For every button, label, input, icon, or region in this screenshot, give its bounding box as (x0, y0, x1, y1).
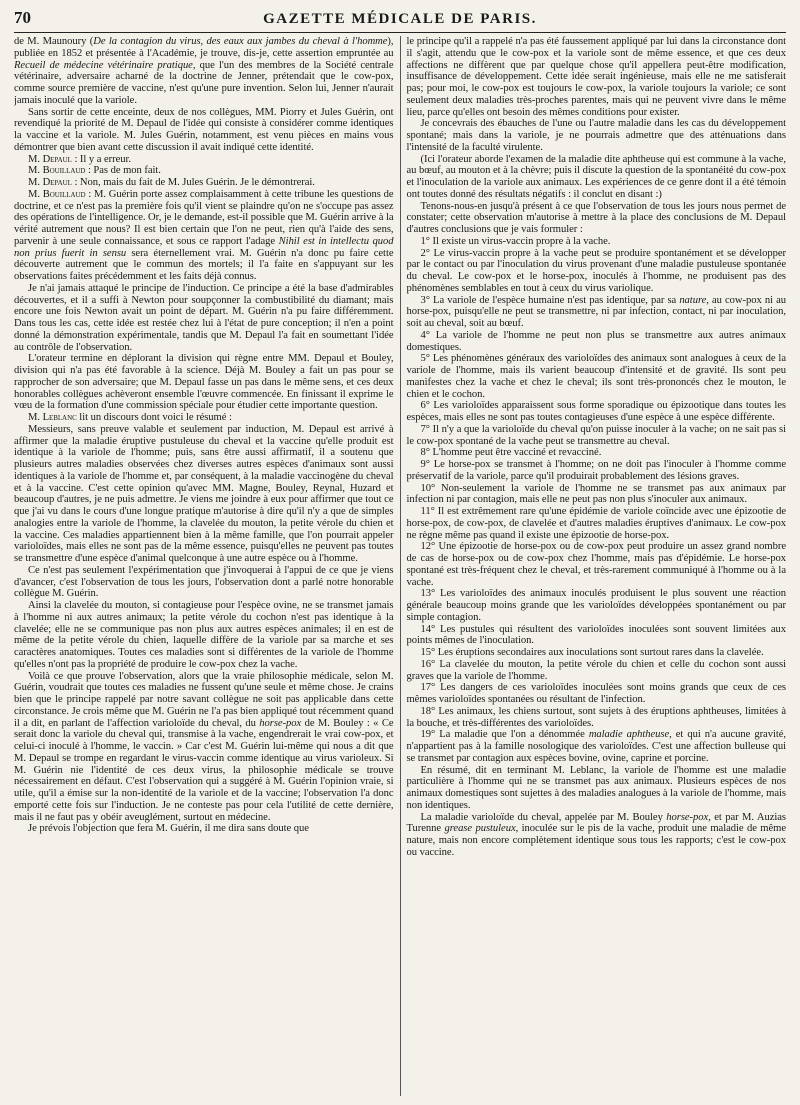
conclusion-item: 12° Une épizootie de horse-pox ou de cow-pox peut produire un assez grand nombre de cas de horse-pox ou de cow-pox chez l'homme, mais pas d'épidémie. Le horse-pox spontané est très-fréquent chez le cheval, et très-rarement communiqué à l'homme ou à la vache. (406, 541, 786, 588)
page-header (14, 8, 786, 33)
paragraph: Voilà ce que prouve l'observation, alors que la vraie philosophie médicale, selon M. Guérin, voudrait que toutes ces maladies ne fussent qu'une seule et même chose. Je crains bien que le principe rappelé par notre savant collègue ne soit pas applicable dans cette circonstance. Je crois même que M. Guérin ne l'a pas bien appliqué tout récemment quand il a dit, en parlant de l'affection varioloïde du cheval, du horse-pox de M. Bouley : « Ce serait donc la variole du cheval qui, transmise à la vache, engendrerait le vrai cow-pox, et celui-ci inoculé à l'homme, le vaccin. » Car c'est M. Guérin lui-même qui nous a dit que M. Depaul se trompe en regardant le virus-vaccin comme identique au virus varioleux. Si M. Guérin nie l'identité de ces deux virus, la philosophie médicale se trouve nécessairement en défaut. C'est l'observation qui a suggéré à M. Guérin l'opinion vraie, si utile, qu'il a émise sur la non-identité de la variole et de la vaccine; l'observation l'a donc emporté cette fois sur l'induction. Je ne conteste pas pour cela l'utilité de cette dernière, mais il ne faut pas y obéir aveuglément, surtout en médecine. (14, 670, 394, 823)
speaker-name: M. Bouillaud (28, 165, 86, 177)
speaker-name: M. Leblanc (28, 412, 77, 423)
paragraph: Ainsi la clavelée du mouton, si contagieuse pour l'espèce ovine, ne se transmet jamais à l'homme ni aux autres animaux; la petite vérole du cochon n'est pas identique à la clavelée; elle ne se communique pas non plus aux autres espèces animales; il en est de même de la petite vérole du chien, laquelle diffère de la variole par sa marche et ses caractères anatomiques. Toutes ces maladies sont si différentes de la variole de l'homme qu'elles n'ont pas la propriété de produire le cow-pox chez la vache. (14, 600, 394, 670)
conclusion-item: 15° Les éruptions secondaires aux inoculations sont surtout rares dans la clavelée. (420, 647, 764, 658)
paragraph: Je prévois l'objection que fera M. Guérin, il me dira sans doute que (28, 823, 309, 835)
conclusion-item: 7° Il n'y a que la varioloïde du cheval qu'on puisse inoculer à la vache; on ne sait pas si le cow-pox spontané de la vache peut se transmettre au cheval. (406, 423, 786, 447)
conclusion-item: 14° Les pustules qui résultent des varioloïdes inoculées sont souvent limitées aux points mêmes de l'inoculation. (406, 623, 786, 647)
paragraph: Messieurs, sans preuve valable et seulement par induction, M. Depaul est arrivé à affirmer que la maladie éruptive pustuleuse du cheval et la vaccine qu'elle produit est identique à la variole de l'homme; puis, sans être aussi affirmatif, il a soutenu que plusieurs autres maladies observées chez diverses autres espèces d'animaux sont aussi identiques à la variole de l'homme et, par conséquent, à la maladie vaccinogène du cheval et à la vaccine. C'est cette opinion qu'avec MM. Magne, Bouley, Reynal, Huzard et beaucoup d'autres, je ne puis admettre. Je viens me joindre à eux pour affirmer que tout ce que j'ai vu dans le cours d'une longue pratique m'autorise à dire qu'il n'y a que de simples analogies entre la variole de l'homme, la clavelée du mouton, la petite vérole du chien et la vaccine. Ces maladies appartiennent bien à la même famille, que l'on pourrait appeler varioloïdes, mais elles ne sont pas de la même essence, puisqu'elles ne peuvent pas toutes se transmettre d'une espèce d'animal quelconque à une autre espèce ou à l'homme. (14, 423, 394, 564)
conclusion-item: 3° La variole de l'espèce humaine n'est pas identique, par sa nature, au cow-pox ni au horse-pox, puisqu'elle ne peut se transmettre, ni par infection, contact, ni par inoculation, soit au cheval, soit au bœuf. (406, 294, 786, 329)
conclusion-item: 16° La clavelée du mouton, la petite vérole du chien et celle du cochon sont aussi graves que la variole de l'homme. (406, 658, 786, 682)
dialogue-line: M. Bouillaud : M. Guérin porte assez complaisamment à cette tribune les questions de doctrine, et ce n'est pas la première fois qu'il vient se plaindre qu'on ne s'occupe pas assez des opérations de l'intelligence. Or, je le demande, est-il possible que M. Guérin arrive à la vérité autrement que nous? Il est bien certain que l'on ne peut, rien qu'à l'aide des sens, parvenir à une seule connaissance, et sous ce rapport l'adage Nihil est in intellectu quod non prius fuerit in sensu sera éternellement vrai. M. Guérin n'a donc pu faire cette découverte autrement que le commun des mortels; il l'a faite en s'appuyant sur les observations faites précédemment et les faits déjà connus. (14, 188, 394, 282)
conclusion-item: 17° Les dangers de ces varioloïdes inoculées sont moins grands que ceux de ces mêmes varioloïdes spontanées ou résultant de l'infection. (406, 682, 786, 705)
conclusion-item: 18° Les animaux, les chiens surtout, sont sujets à des éruptions aphtheuses, limitées à la bouche, et très-différentes des varioloïdes. (406, 705, 786, 729)
conclusion-item: 9° Le horse-pox se transmet à l'homme; on ne doit pas l'inoculer à l'homme comme préservatif de la variole, parce qu'il produirait probablement des lésions graves. (406, 459, 786, 482)
paragraph: Je concevrais des ébauches de l'une ou l'autre maladie dans les cas du développement spontané; mais dans la variole, je ne pourrais admettre que des atténuations dans l'intensité de la faculté virulente. (406, 118, 786, 153)
speaker-name: M. Depaul (28, 177, 72, 188)
paragraph: En résumé, dit en terminant M. Leblanc, la variole de l'homme est une maladie particulière à l'homme qui ne se transmet pas aux animaux. Plusieurs espèces de nos animaux domestiques sont sujettes à des maladies analogues à la variole de l'homme, mais non identiques. (406, 764, 786, 811)
speaker-name: M. Bouillaud (28, 188, 86, 200)
paragraph: La maladie varioloïde du cheval, appelée par M. Bouley horse-pox, et par M. Auzias Turenne grease pustuleux, inoculée sur le pis de la vache, produit une maladie de même nature, mais non encore complètement identique sous tous les rapports; c'est le cow-pox ou vaccine. (406, 811, 786, 858)
left-column (14, 36, 394, 1096)
paragraph: Je n'ai jamais attaqué le principe de l'induction. Ce principe a été la base d'admirables découvertes, et il a suffi à Newton pour soupçonner la combustibilité du diamant; mais encore une fois Newton avait un point de départ. M. Guérin n'a pu faire différemment. Dans tous les cas, cette idée est restée chez lui à l'état de pure conception; il n'en a point donné la démonstration expérimentale, tandis que M. Depaul l'a fait en soumettant l'idée au contrôle de l'observation. (14, 282, 394, 353)
right-column (406, 36, 786, 1096)
conclusion-item: 11° Il est extrêmement rare qu'une épidémie de variole coïncide avec une épizootie de horse-pox, de cow-pox, de clavelée et d'autres maladies éruptives d'animaux. Le cow-pox ne règne même pas quand il existe une épizootie de horse-pox. (406, 506, 786, 541)
conclusion-item: 13° Les varioloïdes des animaux inoculés produisent le plus souvent une réaction générale beaucoup moins grande que les varioloïdes développées spontanément ou par simple contagion. (406, 588, 786, 623)
latin-adage: Nihil est in intellectu quod non prius fuerit in sensu (14, 235, 394, 259)
conclusion-item: 8° L'homme peut être vacciné et revacciné. (420, 447, 602, 459)
paragraph: (Ici l'orateur aborde l'examen de la maladie dite aphtheuse qui est commune à la vache, au bœuf, au mouton et à la chèvre; puis il discute la question de la spontanéité du cow-pox et l'inoculation de la variole aux animaux. Les expériences de ce genre dont il a été témoin ont toutes donné des résultats négatifs : il conclut en disant :) (406, 153, 786, 200)
column-divider (400, 36, 401, 1096)
conclusion-item: 10° Non-seulement la variole de l'homme ne se transmet pas aux animaux par infection ni par contagion, mais elle ne peut pas non plus s'inoculer aux animaux. (406, 482, 786, 506)
paragraph: L'orateur termine en déplorant la division qui règne entre MM. Depaul et Bouley, division qui n'a pas été favorable à la science. Déjà M. Bouley a fait un pas pour se rapprocher de son adversaire; que M. Depaul fasse un pas dans le même sens, et ces deux honorables collègues achèveront ensemble l'œuvre commencée. En finissant il exprime le vœu de la formation d'une commission spéciale pour étudier cette importante question. (14, 353, 394, 412)
journal-title: GAZETTE MÉDICALE DE PARIS. (263, 11, 537, 27)
paragraph: Ce n'est pas seulement l'expérimentation que j'invoquerai à l'appui de ce que je viens d'avancer, c'est l'observation de tous les jours, l'observation dont a parlé notre honorable collègue M. Guérin. (14, 564, 394, 600)
columns (14, 36, 786, 1096)
speaker-name: M. Depaul (28, 153, 72, 165)
conclusion-item: 5° Les phénomènes généraux des varioloïdes des animaux sont analogues à ceux de la variole de l'homme, mais ils varient beaucoup d'intensité et de gravité. Ils sont peu manifestes chez la vache et chez le cheval; ils sont très-prononcés chez le mouton, le chien et le cochon. (406, 353, 786, 400)
paragraph: de M. Maunoury (De la contagion du virus, des eaux aux jambes du cheval à l'homme), publiée en 1852 et présentée à l'Académie, je trouve, dis-je, cette assertion empruntée au Recueil de médecine vétérinaire pratique, que l'un des membres de la Société centrale vétérinaire, adversaire acharné de la doctrine de Jenner, prétendait que le cow-pox, comme source première de vaccine, n'est qu'une pure invention. Selon lui, Jenner n'aurait jamais inoculé que la variole. (14, 36, 394, 106)
paragraph: M. Leblanc lit un discours dont voici le résumé : (28, 412, 232, 423)
conclusion-item: 1° Il existe un virus-vaccin propre à la vache. (420, 235, 611, 247)
conclusion-item: 2° Le virus-vaccin propre à la vache peut se produire spontanément et se développer par le contact ou par l'inoculation du virus provenant d'une maladie pustuleuse spontanée du cheval. Le cow-pox et le horse-pox, inoculés à l'homme, ne produisent pas des phénomènes semblables en tout à ceux du virus variolique. (406, 247, 786, 294)
dialogue-line: M. Depaul : Il y a erreur. (28, 153, 131, 165)
conclusion-item: 19° La maladie que l'on a dénommée maladie aphtheuse, et qui n'a aucune gravité, n'appartient pas à la famille nosologique des varioloïdes. C'est une affection bulleuse qui se transmet par contagion aux espèces bovine, ovine, caprine et porcine. (406, 729, 786, 764)
conclusion-item: 6° Les varioloïdes apparaissent sous forme sporadique ou épizootique dans toutes les espèces, mais elles ne sont pas toutes contagieuses d'une espèce à une espèce différente. (406, 400, 786, 423)
dialogue-line: M. Depaul : Non, mais du fait de M. Jules Guérin. Je le démontrerai. (28, 177, 315, 188)
dialogue-line: M. Bouillaud : Pas de mon fait. (28, 165, 161, 177)
paragraph: le principe qu'il a rappelé n'a pas été faussement appliqué par lui dans la circonstance dont il s'agit, attendu que le cow-pox et la variole sont de même essence, et que ces deux affections ne diffèrent que par quelque chose qu'il appellera peut-être modification, insuffisance de développement. Cette idée serait ingénieuse, mais elle ne me satisferait pas; pour moi, le cow-pox est toujours le cow-pox, la variole toujours la variole; ce sont seulement deux maladies très-proches parentes, mais qui ne peuvent vivre dans le même lieu, parce qu'elles ont besoin des mêmes conditions pour exister. (406, 36, 786, 118)
paragraph: Sans sortir de cette enceinte, deux de nos collègues, MM. Piorry et Jules Guérin, ont revendiqué la priorité de M. Depaul de l'idée qui consiste à considérer comme identiques la vaccine et la variole. M. Jules Guérin, notamment, est venu pièces en mains vous démontrer que bien avant cette discussion il avait indiqué cette identité. (14, 106, 394, 153)
paragraph: Tenons-nous-en jusqu'à présent à ce que l'observation de tous les jours nous permet de constater; cette observation m'autorise à mettre à la place des conclusions de M. Depaul d'autres conclusions que je vais formuler : (406, 200, 786, 235)
page-number: 70 (14, 8, 31, 27)
conclusion-item: 4° La variole de l'homme ne peut non plus se transmettre aux autres animaux domestiques. (406, 329, 786, 353)
